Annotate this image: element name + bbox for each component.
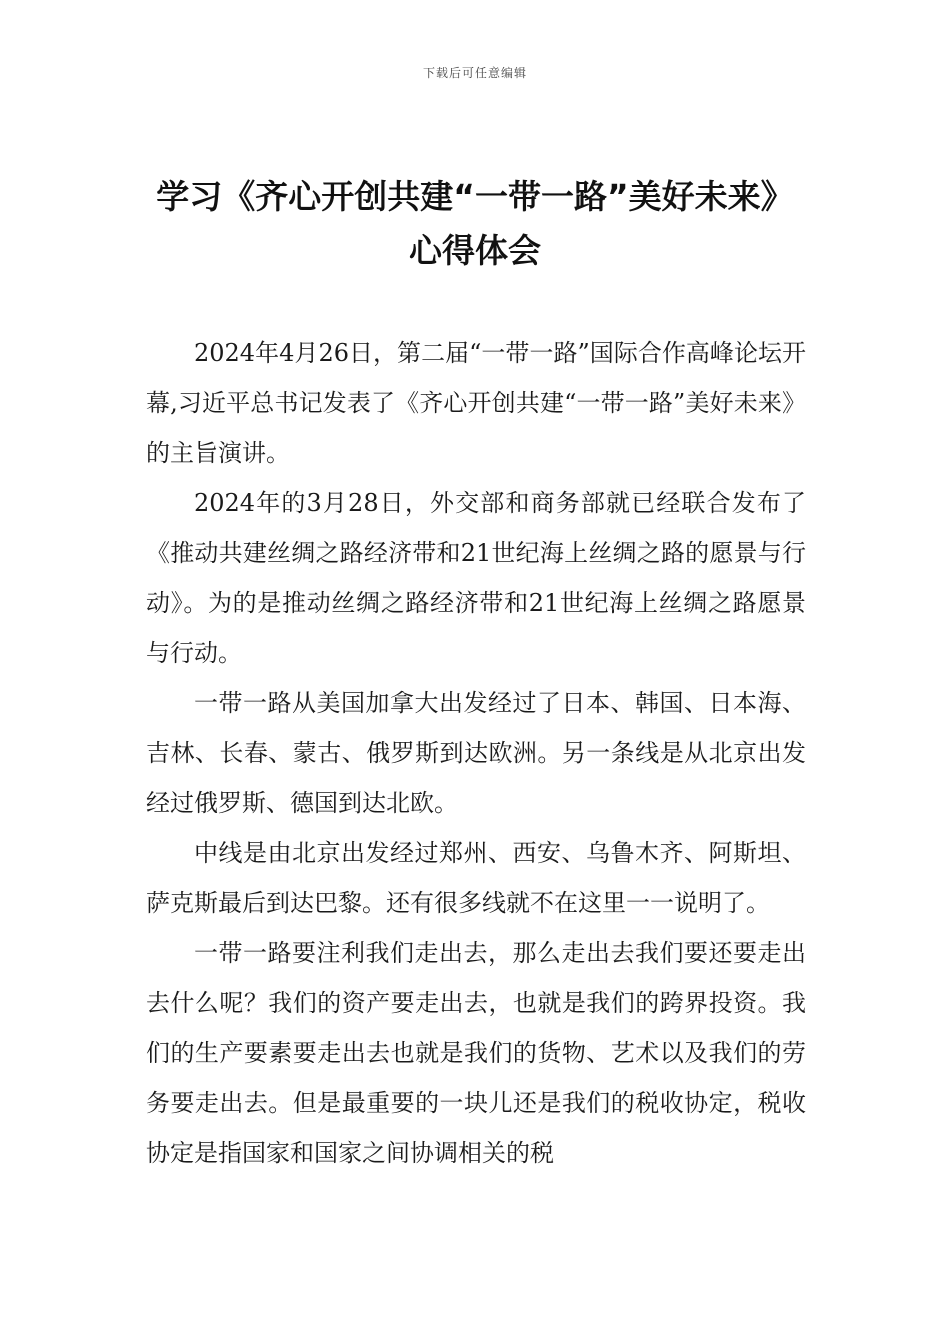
paragraph: 2024年4月26日，第二届“一带一路”国际合作高峰论坛开幕,习近平总书记发表了《齐心开创共建“一带一路”美好未来》的主旨演讲。 xyxy=(146,339,806,467)
paragraph: 2024年的3月28日，外交部和商务部就已经联合发布了《推动共建丝绸之路经济带和21世纪海上丝绸之路的愿景与行动》。为的是推动丝绸之路经济带和21世纪海上丝绸之路愿景与行动。 xyxy=(146,489,806,667)
document-body xyxy=(146,328,806,1178)
paragraph: 一带一路从美国加拿大出发经过了日本、韩国、日本海、吉林、长春、蒙古、俄罗斯到达欧洲。另一条线是从北京出发经过俄罗斯、德国到达北欧。 xyxy=(146,689,806,817)
paragraph: 一带一路要注利我们走出去，那么走出去我们要还要走出去什么呢？我们的资产要走出去，也就是我们的跨界投资。我们的生产要素要走出去也就是我们的货物、艺术以及我们的劳务要走出去。但是最重要的一块儿还是我们的税收协定，税收协定是指国家和国家之间协调相关的税 xyxy=(146,939,806,1167)
header-note: 下载后可任意编辑 xyxy=(422,66,527,80)
paragraph: 中线是由北京出发经过郑州、西安、乌鲁木齐、阿斯坦、萨克斯最后到达巴黎。还有很多线就不在这里一一说明了。 xyxy=(146,839,806,917)
document-title: 学习《齐心开创共建“一带一路”美好未来》心得体会 xyxy=(156,177,794,270)
